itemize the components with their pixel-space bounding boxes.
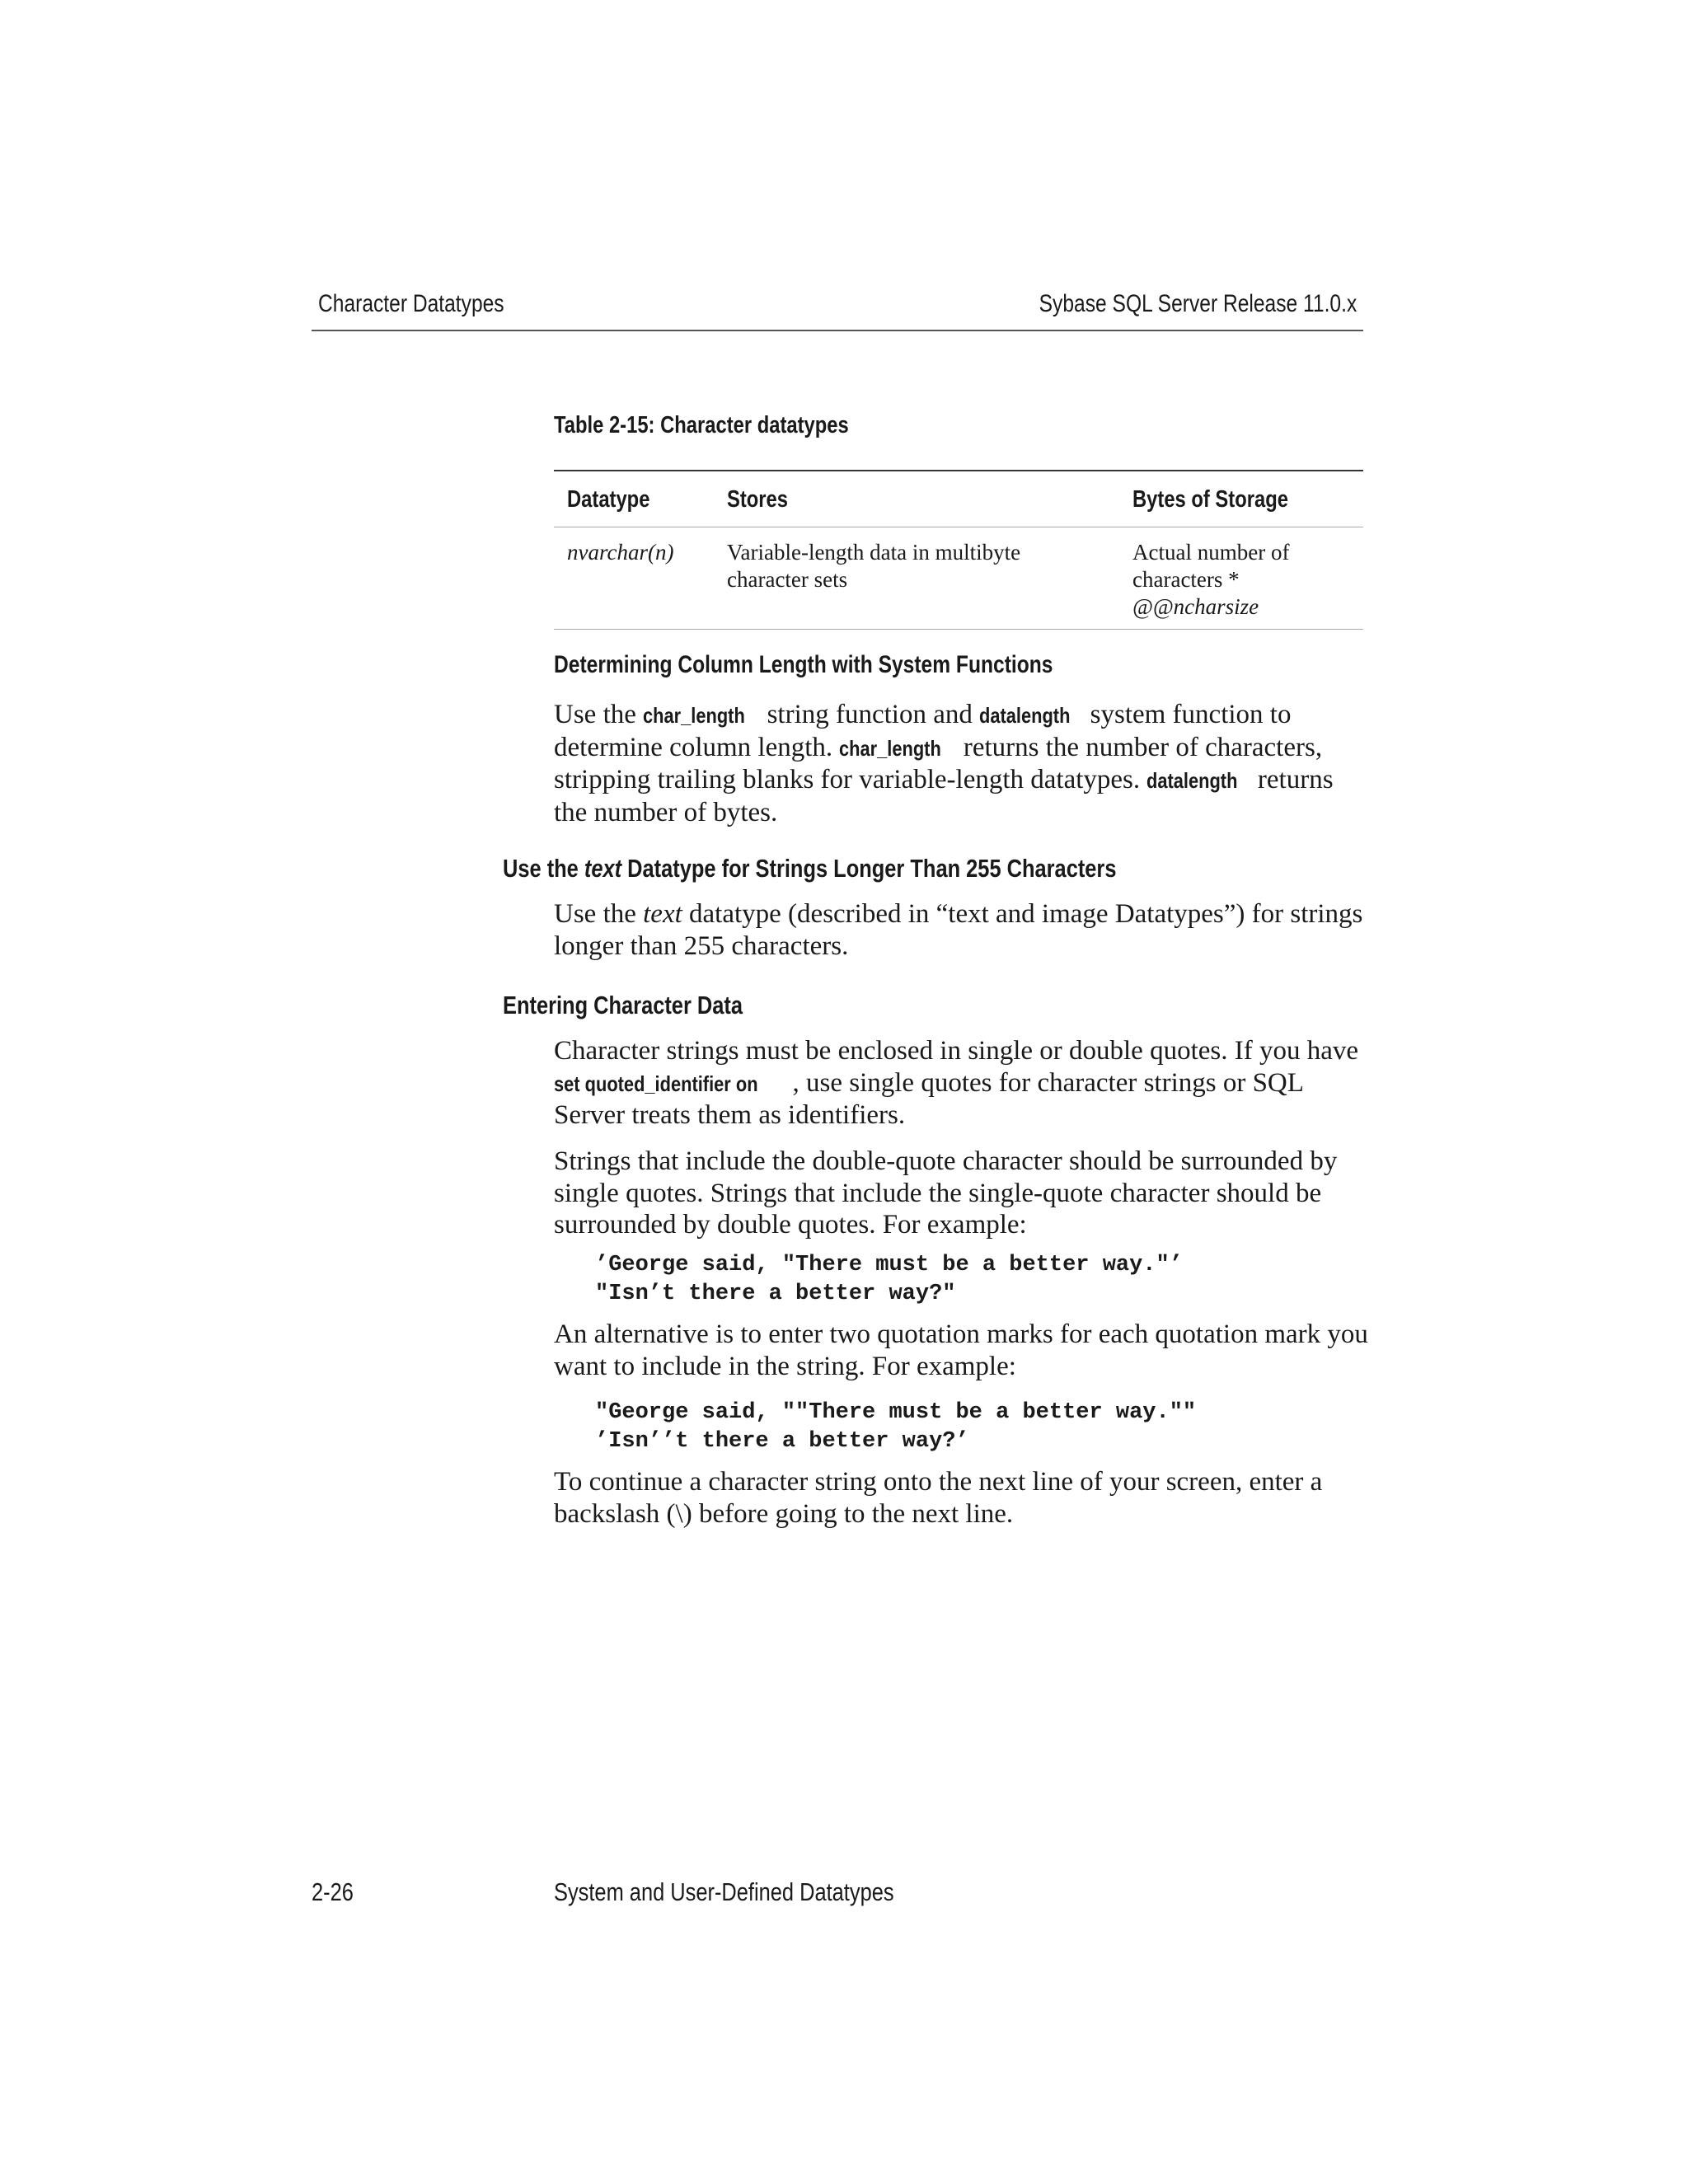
header-section-title: Character Datatypes [318,290,504,317]
running-header [312,287,1363,331]
footer-page-number-text: 2-26 [312,1877,354,1906]
heading-determining-column-length [554,651,1162,679]
keyword-datalength: datalength [1146,768,1238,793]
column-header-bytes-text: Bytes of Storage [1132,486,1288,513]
bytes-line-variable: @@ncharsize [1132,594,1259,619]
bytes-line: Actual number of [1132,540,1290,565]
code-line: ’George said, "There must be a better way."’ [595,1253,1183,1277]
paragraph-text-datatype [554,898,1370,962]
text-run: returns the number of bytes. [554,765,1334,827]
column-header-datatype-text: Datatype [567,486,650,513]
footer-chapter-title [554,1877,968,1907]
heading-emphasis: text [584,854,622,883]
paragraph-backslash: To continue a character string onto the next line of your screen, enter a backslash (\) before going to the next line. [554,1467,1323,1529]
header-product-release [969,290,1357,318]
text-run: datatype (described in “text and image Datatypes”) for strings longer than 255 characters. [554,899,1363,961]
cell-stores [714,527,1119,630]
heading-use-text-datatype [503,854,1251,883]
paragraph-column-length [554,699,1370,828]
cell-bytes-of-storage [1119,527,1363,630]
header-product-release-text: Sybase SQL Server Release 11.0.x [1039,290,1357,317]
footer-page-number [312,1877,363,1907]
text-run: , use single quotes for character strings or SQL Server treats them as identifiers. [554,1067,1303,1130]
paragraph-double-quotation: An alternative is to enter two quotation marks for each quotation mark you want to include in the string. For example: [554,1319,1368,1381]
stores-line: Variable-length data in multibyte [727,540,1021,565]
code-example-2 [595,1399,1196,1456]
stores-line: character sets [727,567,848,592]
bytes-line: characters * [1132,567,1240,592]
text-run: Use the [503,854,584,883]
text-run: Character strings must be enclosed in single or double quotes. If you have [554,1036,1359,1066]
cell-datatype [554,527,714,630]
code-example-1 [595,1251,1183,1309]
table-header-row [554,471,1363,527]
paragraph-quote-nesting: Strings that include the double-quote character should be surrounded by single quotes. Strings that include the single-quote character should be surrounded by double quotes. For example: [554,1146,1338,1240]
text-run: Datatype for Strings Longer Than 255 Characters [621,854,1117,883]
heading-text [503,854,1116,883]
column-header-stores-text: Stores [727,486,789,513]
keyword-set-quoted-identifier: set quoted_identifier on [554,1071,758,1096]
heading-text: Entering Character Data [503,991,743,1019]
code-line: "Isn’t there a better way?" [595,1282,956,1306]
table-row [554,527,1363,630]
code-line: "George said, ""There must be a better way."" [595,1400,1197,1425]
paragraph-quotes-rule [554,1035,1370,1132]
footer-chapter-title-text: System and User-Defined Datatypes [554,1877,894,1906]
datatype-name: nvarchar(n) [567,540,674,565]
code-line: ’Isn’’t there a better way?’ [595,1429,969,1454]
table-caption-text: Table 2-15: Character datatypes [554,412,849,438]
column-header-bytes-of-storage [1119,471,1363,527]
keyword-char-length: char_length [839,735,942,761]
heading-entering-character-data [503,991,795,1020]
text-run: string function and [760,700,980,729]
text-run: Use the [554,899,644,929]
keyword-char-length: char_length [643,703,745,728]
text-run: Use the [554,700,644,729]
text-run: system function to determine column length. [554,700,1292,762]
emphasis-text: text [643,899,682,929]
keyword-datalength: datalength [979,703,1071,728]
character-datatypes-table [554,470,1363,630]
table-caption [554,412,913,439]
heading-text: Determining Column Length with System Functions [554,651,1053,678]
column-header-stores [714,471,1119,527]
text-run: returns the number of characters, stripping trailing blanks for variable-length datatypes. [554,732,1323,794]
column-header-datatype [554,471,714,527]
